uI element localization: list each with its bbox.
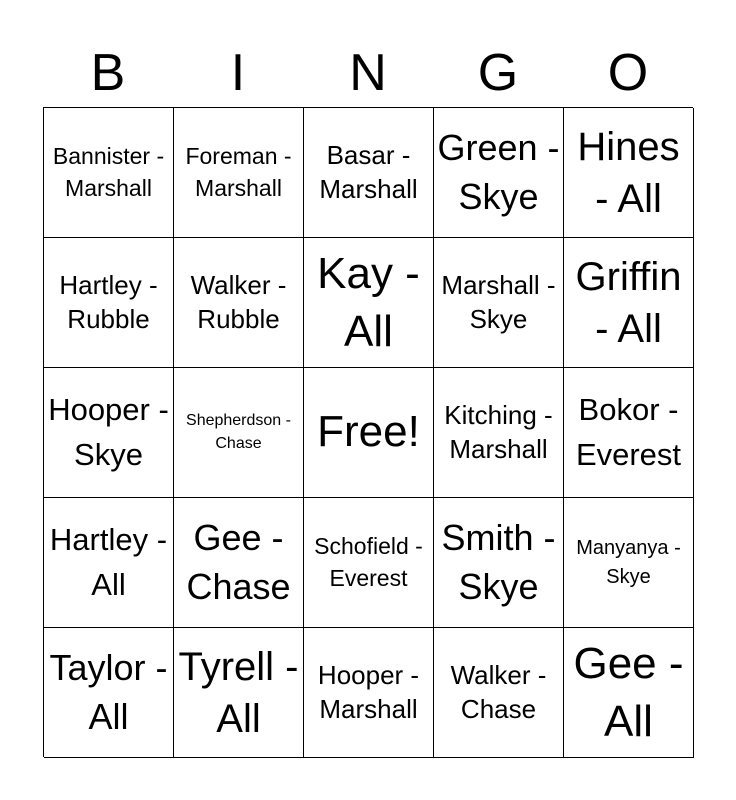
cell-text: Hooper - Marshall — [317, 659, 420, 724]
bingo-cell[interactable] — [434, 628, 564, 758]
bingo-cell[interactable] — [564, 108, 694, 238]
cell-text: Griffin - All — [575, 254, 682, 351]
bingo-cell[interactable] — [44, 368, 174, 498]
cell-text: Walker - Chase — [450, 659, 547, 724]
header-letter-i: I — [230, 44, 246, 102]
cell-text: Basar - Marshall — [319, 139, 418, 204]
bingo-cell[interactable] — [174, 108, 304, 238]
cell-text: Smith - Skye — [441, 516, 556, 607]
cell-text: Hartley - All — [49, 522, 168, 602]
cell-text: Schofield - Everest — [314, 532, 423, 591]
header-letter-b: B — [90, 44, 126, 102]
bingo-cell[interactable] — [564, 238, 694, 368]
cell-text: Bokor - Everest — [575, 392, 682, 472]
bingo-header — [43, 38, 693, 108]
bingo-cell[interactable] — [434, 368, 564, 498]
cell-text: Bannister - Marshall — [52, 142, 165, 201]
bingo-board — [43, 107, 693, 757]
cell-text: Tyrell - All — [178, 644, 299, 741]
cell-text: Hines - All — [577, 124, 680, 221]
cell-text: Hartley - Rubble — [59, 269, 158, 334]
cell-text: Walker - Rubble — [190, 269, 287, 334]
cell-text: Kitching - Marshall — [444, 399, 553, 464]
bingo-cell[interactable] — [44, 238, 174, 368]
bingo-cell[interactable] — [174, 498, 304, 628]
cell-text: Kay - All — [317, 249, 420, 356]
cell-text: Marshall - Skye — [441, 269, 556, 334]
cell-text: Taylor - All — [49, 646, 168, 737]
cell-text: Gee - Chase — [186, 516, 291, 607]
bingo-cell[interactable] — [44, 628, 174, 758]
bingo-cell[interactable] — [304, 498, 434, 628]
bingo-cell[interactable] — [564, 368, 694, 498]
bingo-cell[interactable] — [304, 628, 434, 758]
bingo-cell[interactable] — [434, 238, 564, 368]
bingo-cell[interactable] — [434, 108, 564, 238]
header-letter-o: O — [607, 44, 649, 102]
bingo-cell[interactable] — [564, 628, 694, 758]
bingo-cell[interactable] — [44, 108, 174, 238]
cell-text: Manyanya - Skye — [576, 536, 681, 588]
cell-text: Green - Skye — [437, 126, 560, 217]
bingo-cell[interactable] — [174, 238, 304, 368]
cell-text: Hooper - Skye — [48, 392, 169, 472]
free-space: Free! — [317, 407, 420, 457]
bingo-cell[interactable] — [174, 368, 304, 498]
bingo-cell[interactable] — [304, 238, 434, 368]
bingo-cell[interactable] — [44, 498, 174, 628]
bingo-cell[interactable] — [304, 368, 434, 498]
header-letter-n: N — [349, 44, 387, 102]
bingo-cell[interactable] — [174, 628, 304, 758]
bingo-cell[interactable] — [564, 498, 694, 628]
cell-text: Gee - All — [573, 639, 684, 746]
bingo-cell[interactable] — [304, 108, 434, 238]
bingo-cell[interactable] — [434, 498, 564, 628]
cell-text: Foreman - Marshall — [185, 142, 292, 201]
header-letter-g: G — [477, 44, 519, 102]
cell-text: Shepherdson - Chase — [186, 412, 291, 452]
